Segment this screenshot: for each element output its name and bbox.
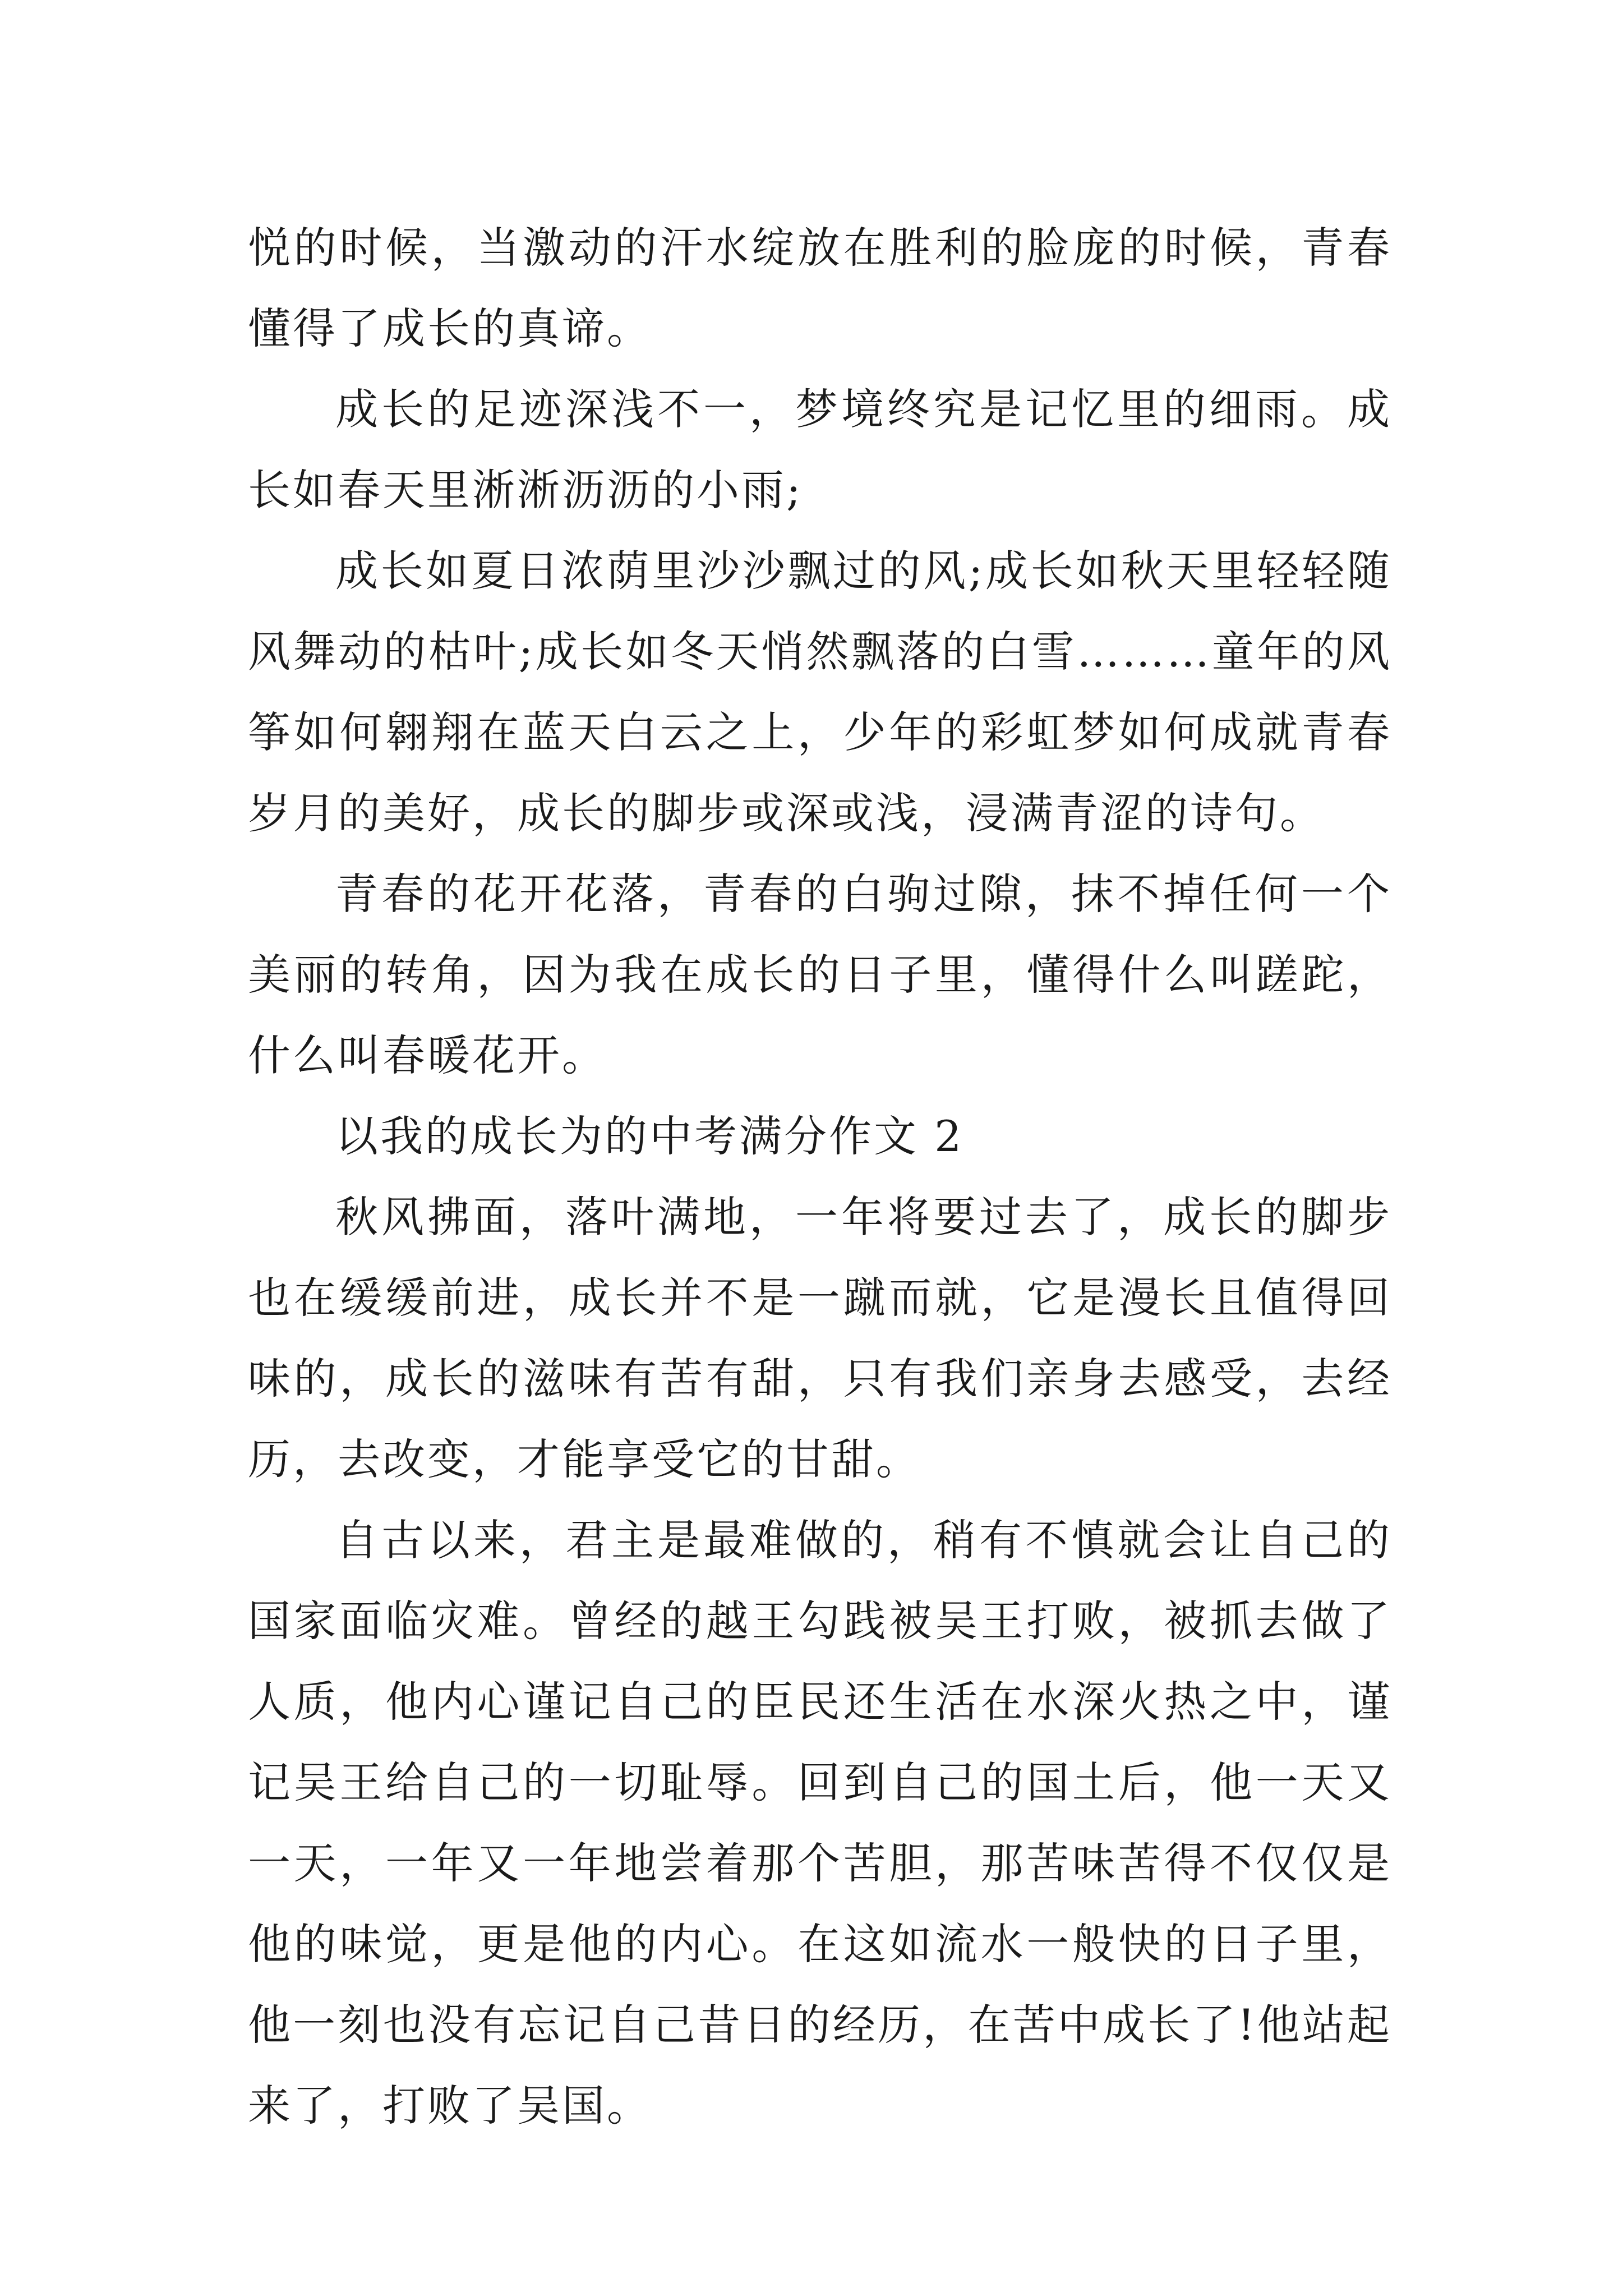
essay-heading: 以我的成长为的中考满分作文 2 xyxy=(335,1111,964,1161)
paragraph-continuation: 悦的时候，当激动的汗水绽放在胜利的脸庞的时候，青春懂得了成长的真谛。 xyxy=(248,223,1392,353)
paragraph-goujian: 自古以来，君主是最难做的，稍有不慎就会让自己的国家面临灾难。曾经的越王勾践被吴王打败，被抓去做了人质，他内心谨记自己的臣民还生活在水深火热之中，谨记吴王给自己的一切耻辱。回到自己的国土后，他一天又一天，一年又一年地尝着那个苦胆，那苦味苦得不仅仅是他的味觉，更是他的内心。在这如流水一般快的日子里，他一刻也没有忘记自己昔日的经历，在苦中成长了!他站起来了，打败了吴国。 xyxy=(248,1515,1392,2131)
document-body xyxy=(248,208,1392,2146)
paragraph-seasons: 成长如夏日浓荫里沙沙飘过的风;成长如秋天里轻轻随风舞动的枯叶;成长如冬天悄然飘落的白雪………童年的风筝如何翱翔在蓝天白云之上，少年的彩虹梦如何成就青春岁月的美好，成长的脚步或深或浅，浸满青涩的诗句。 xyxy=(248,546,1392,838)
paragraph-youth: 青春的花开花落，青春的白驹过隙，抹不掉任何一个美丽的转角，因为我在成长的日子里，懂得什么叫蹉跎，什么叫春暖花开。 xyxy=(248,869,1392,1080)
paragraph-autumn: 秋风拂面，落叶满地，一年将要过去了，成长的脚步也在缓缓前进，成长并不是一蹴而就，它是漫长且值得回味的，成长的滋味有苦有甜，只有我们亲身去感受，去经历，去改变，才能享受它的甘甜。 xyxy=(248,1192,1392,1484)
paragraph-footprints: 成长的足迹深浅不一，梦境终究是记忆里的细雨。成长如春天里淅淅沥沥的小雨; xyxy=(248,384,1392,515)
